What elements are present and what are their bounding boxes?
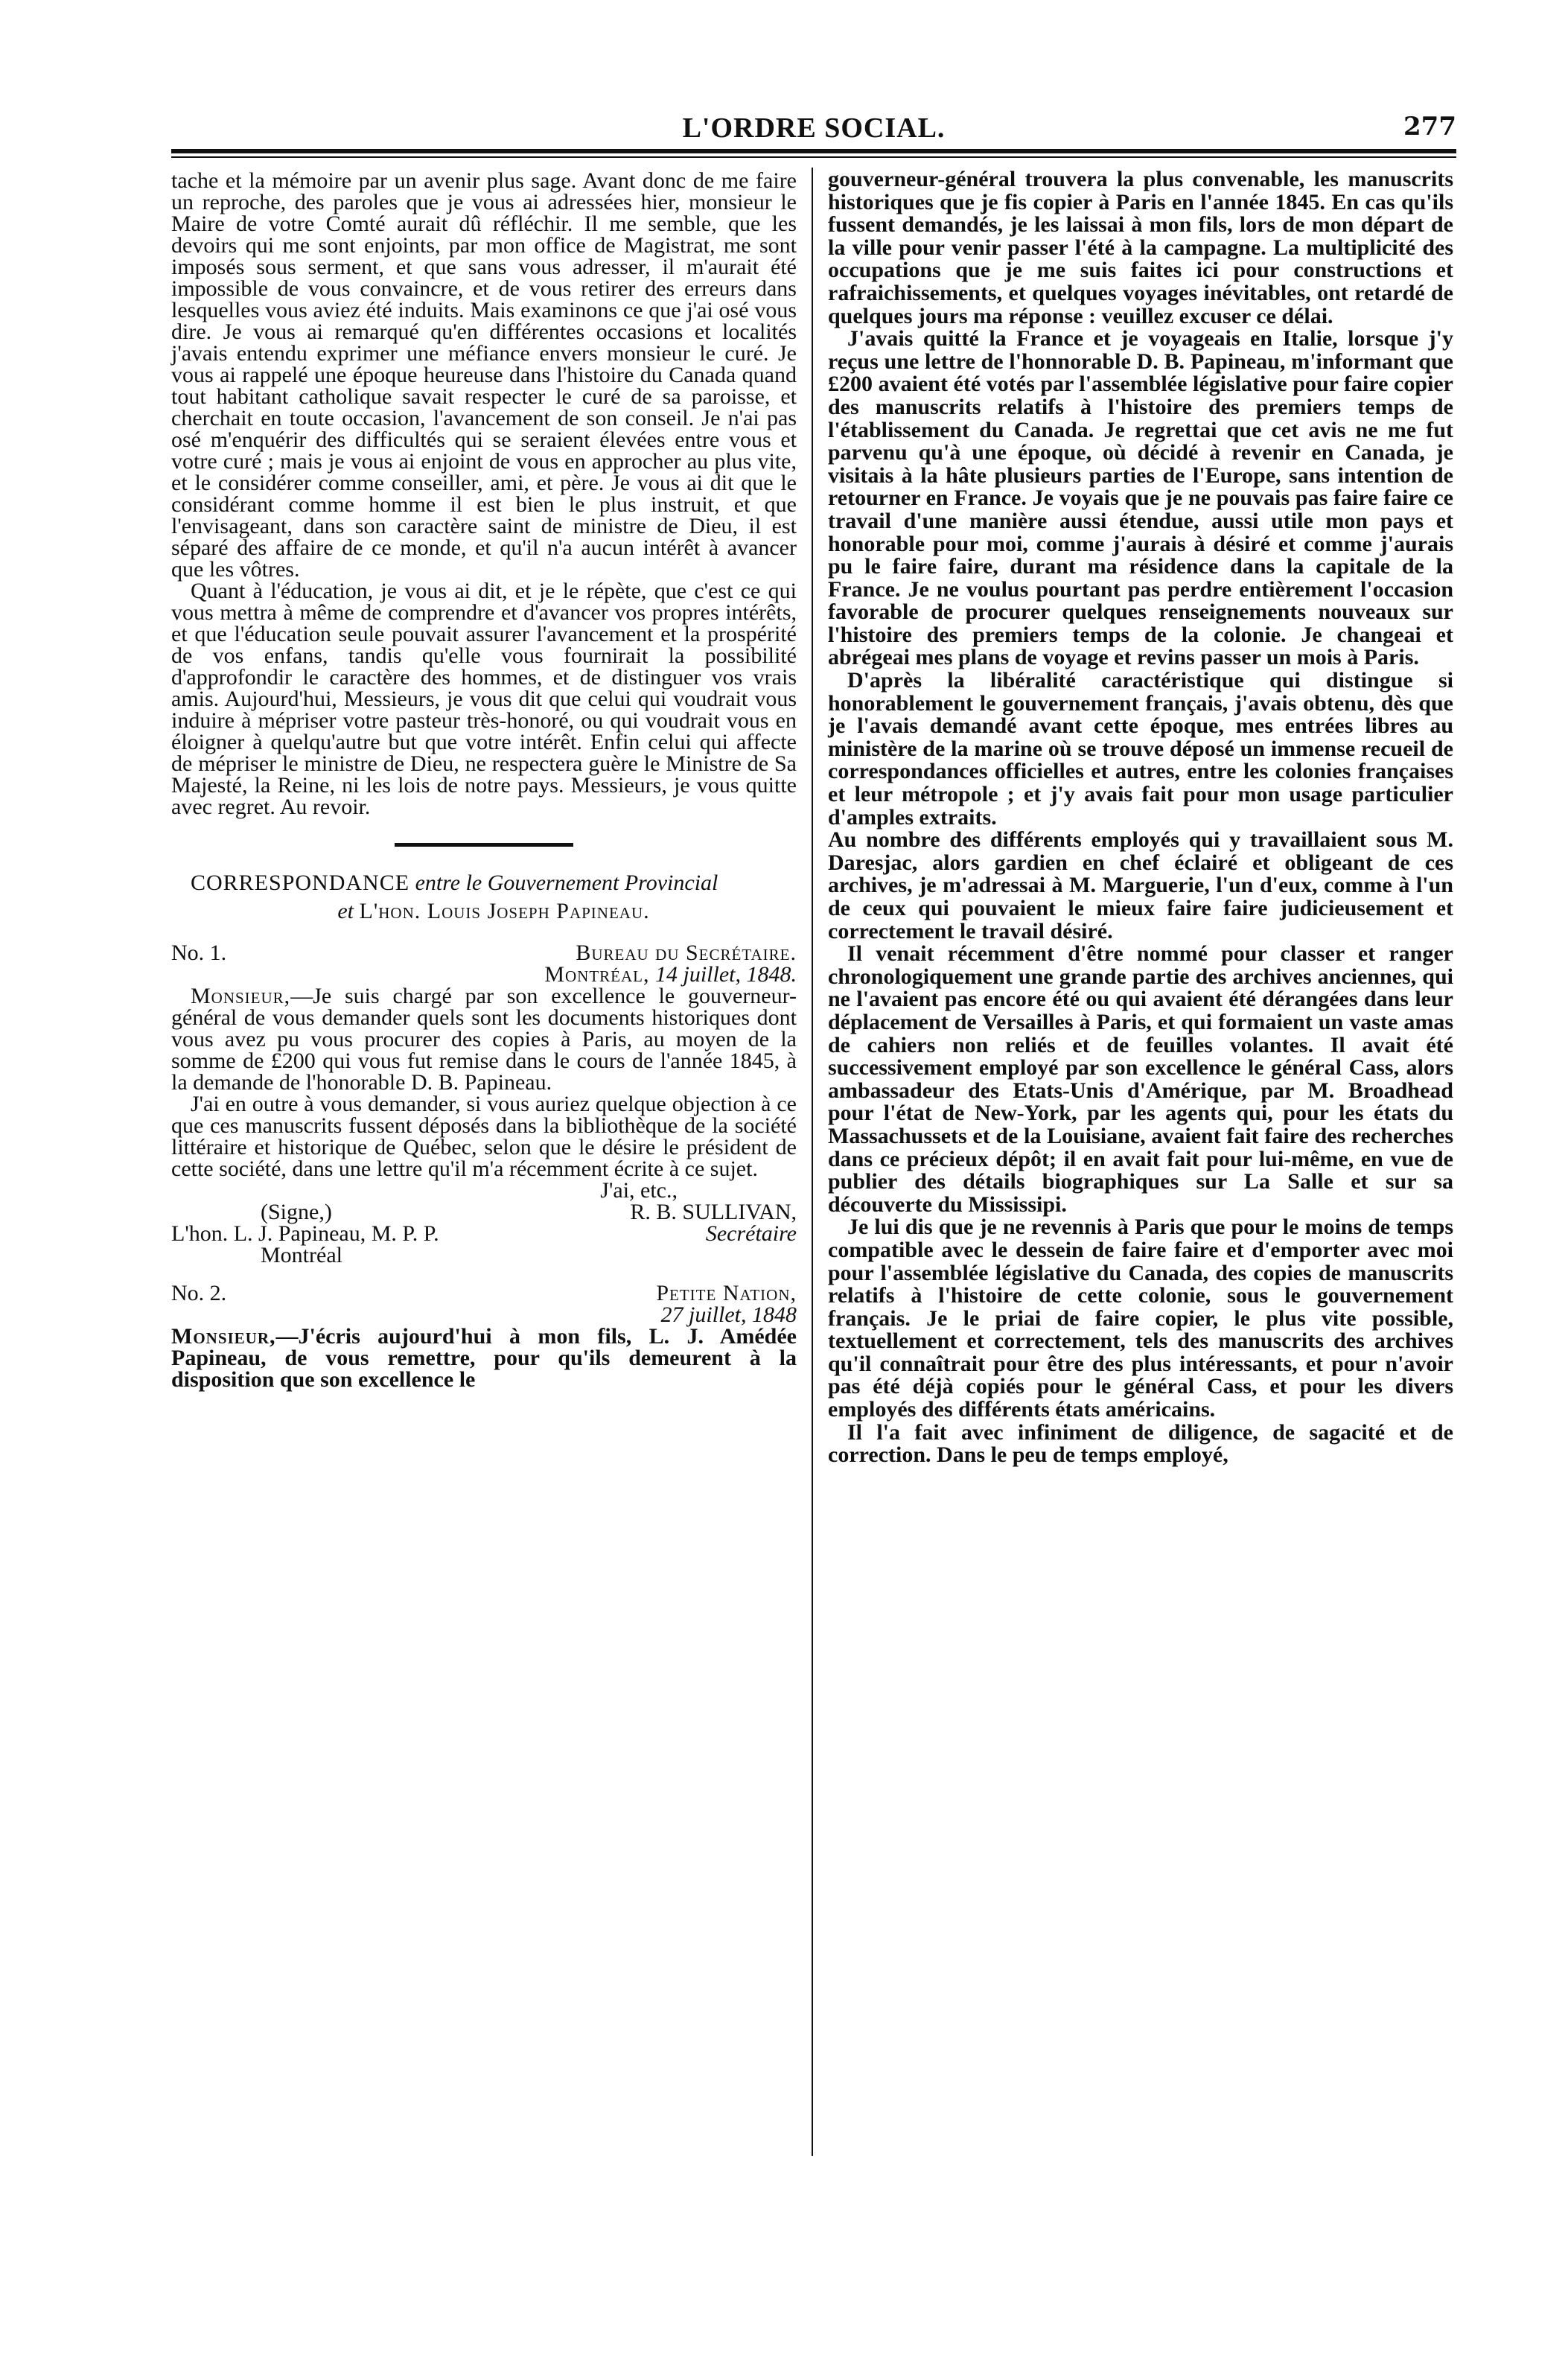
letter-closing: J'ai, etc., <box>600 1178 678 1203</box>
letter1-header <box>171 942 797 964</box>
correspondence-heading <box>171 869 797 897</box>
paragraph: Il venait récemment d'être nommé pour classer et ranger chronologiquement une grande partie des archives anciennes, qui ne l'avaient pas encore été ou qui avaient été dérangées dans leur déplacement de Versailles à Paris, et qui formaient un vaste amas de cahiers non reliés et de feuilles volantes. Il avait été successivement employé par son excellence le général Cass, alors ambassadeur des Etats-Unis d'Amérique, par M. Broadhead pour l'état de New-York, par les agents qui, pour les états du Massachussets et de la Louisiane, avaient fait faire des recherches dans ce précieux dépôt; il en avait fait pour lui-même, en vue de publier des détails biographiques sur La Salle et sur sa découverte du Mississipi. <box>828 941 1453 1217</box>
right-column <box>828 168 1453 1467</box>
correspondence-title: entre le Gouvernement Provincial <box>415 871 718 895</box>
signature-row: (Signe,) R. B. SULLIVAN, <box>261 1200 797 1224</box>
correspondence-label: CORRESPONDANCE <box>191 871 410 895</box>
correspondence-subheading: et L'hon. Louis Joseph Papineau. <box>337 899 650 923</box>
section-separator <box>395 843 573 847</box>
signer: R. B. SULLIVAN, <box>630 1200 797 1224</box>
letter-number: No. 1. <box>171 941 227 965</box>
letter1-body: Monsieur,—Je suis chargé par son excellence le gouverneur-général de vous demander quels sont les documents historiques dont vous avez pu vous procurer des copies à Paris, au moyen de la somme de £200 qui vous fut remise dans le cours de l'année 1845, à la demande de l'honorable D. B. Papineau. <box>171 984 797 1095</box>
letter-number: No. 2. <box>171 1281 227 1305</box>
letter-dateline: Montréal, 14 juillet, 1848. <box>544 962 797 987</box>
paragraph: Quant à l'éducation, je vous ai dit, et je le répète, que c'est ce qui vous mettra à même de comprendre et d'avancer vos propres intérêts, et que l'éducation seule pouvait assurer l'avancement et la prospérité de vos enfans, tandis qu'elle vous fournirait la possibilité d'approfondir le caractère des hommes, et de distinguer vos vrais amis. Aujourd'hui, Messieurs, je vous dit que celui qui voudrait vous induire à mépriser votre pasteur très-honoré, ou qui voudrait vous en éloigner à quelqu'autre but que votre intérêt. Enfin celui qui affecte de mépriser le ministre de Dieu, ne respectera guère le Ministre de Sa Majesté, la Reine, ni les lois de notre pays. Messieurs, je vous quitte avec regret. Au revoir. <box>171 579 797 819</box>
letter1-body-2: J'ai en outre à vous demander, si vous auriez quelque objection à ce que ces manuscrits fussent déposés dans la bibliothèque de la société littéraire et historique de Québec, selon que le désire le président de cette société, dans une lettre qu'il m'a récemment écrite à ce sujet. <box>171 1092 797 1181</box>
letter-bureau: Bureau du Secrétaire. <box>576 941 797 965</box>
paragraph: Je lui dis que je ne revennis à Paris que pour le moins de temps compatible avec le dessein de faire faire et d'emporter avec moi pour l'assemblée législative du Canada, des copies de manuscrits relatifs à l'histoire de cette colonie, sous le gouvernement français. Je le priai de faire copier, le plus vite possible, textuellement et correctement, tels des manuscrits des archives qu'il connaîtrait pour être des plus intéressants, et pour n'avoir pas été déjà copiés pour le général Cass, et pour les divers employés des différents états américains. <box>828 1215 1453 1422</box>
paragraph: Au nombre des différents employés qui y travaillaient sous M. Daresjac, alors gardien en chef éclairé et obligeant de ces archives, je m'adressai à M. Marguerie, l'un d'eux, comme à l'un de ceux qui pouvaient le mieux faire faire judicieusement et correctement le travail désiré. <box>828 827 1453 944</box>
paragraph: J'avais quitté la France et je voyageais en Italie, lorsque j'y reçus une lettre de l'honnorable D. B. Papineau, m'informant que £200 avaient été votés par l'assemblée législative pour faire copier des manuscrits relatifs à l'histoire des premiers temps de l'établissement du Canada. Je regrettai que cet avis ne me fut parvenu qu'à une époque, où décidé à revenir en Canada, je visitais à la hâte plusieurs parties de l'Europe, sans intention de retourner en France. Je voyais que je ne pouvais pas faire faire ce travail d'une manière aussi étendue, aussi utile mon pays et honorable pour moi, comme j'aurais à désiré et comme j'aurais pu le faire faire, durant ma résidence dans la capitale de la France. Je ne voulus pourtant pas perdre entièrement l'occasion favorable de procurer quelques renseignements nouveaux sur l'histoire des premiers temps de la colonie. Je changeai et abrégeai mes plans de voyage et revins passer un mois à Paris. <box>828 326 1453 670</box>
left-column <box>171 170 797 1390</box>
page-number: 277 <box>1403 112 1456 141</box>
addressee: L'hon. L. J. Papineau, M. P. P. <box>171 1221 439 1246</box>
addressee-row <box>171 1223 797 1244</box>
paragraph: D'après la libéralité caractéristique qui distingue si honorablement le gouvernement français, j'avais obtenu, dès que je l'avais demandé avant cette époque, mes entrées libres au ministère de la marine où se trouve déposé un immense recueil de correspondances officielles et autres, entre les colonies françaises et leur métropole ; et j'y avais fait pour mon usage particulier d'amples extraits. <box>828 668 1453 830</box>
column-divider <box>812 168 813 2156</box>
paragraph: Il l'a fait avec infiniment de diligence, de sagacité et de correction. Dans le peu de temps employé, <box>828 1419 1453 1468</box>
running-title: L'ORDRE SOCIAL. <box>682 112 946 144</box>
paragraph: tache et la mémoire par un avenir plus sage. Avant donc de me faire un reproche, des paroles que je vous ai adressées hier, monsieur le Maire de votre Comté aurait dû réfléchir. Il me semble, que les devoirs qui me sont enjoints, par mon office de Magistrat, me sont imposés sous serment, et que sans vous adresser, il m'aurait été impossible de vous convaincre, et de vous retirer des erreurs dans lesquelles vous aviez été induits. Mais examinons ce que j'ai osé vous dire. Je vous ai remarqué qu'en différentes occasions et localités j'avais entendu exprimer une méfiance envers monsieur le curé. Je vous ai rappelé une époque heureuse dans l'histoire du Canada quand tout habitant catholique savait respecter le curé de sa paroisse, et cherchait en toute occasion, l'avancement de son conseil. Je n'ai pas osé m'enquérir des difficultés qui se seraient élevées entre vous et votre curé ; mais je vous ai enjoint de vous en approcher au plus vite, et le considérer comme conseiller, ami, et père. Je vous ai dit que le considérant comme homme il est bien le plus instruit, et que l'envisageant, dans son caractère saint de ministre de Dieu, il est séparé des affaire de ce monde, et qu'il n'a aucun intérêt à avancer que les vôtres. <box>171 168 797 582</box>
letter2-body: Monsieur,—J'écris aujourd'hui à mon fils, L. J. Amédée Papineau, de vous remettre, pour qu'ils demeurent à la disposition que son excellence le <box>171 1324 797 1392</box>
header-rule <box>171 149 1456 153</box>
letter-date: 27 juillet, 1848 <box>660 1302 797 1327</box>
paragraph: gouverneur-général trouvera la plus convenable, les manuscrits historiques que je fis copier à Paris en l'année 1845. En cas qu'ils fussent demandés, je les laissai à mon fils, lors de mon départ de la ville pour venir passer l'été à la campagne. La multiplicité des occupations que je me suis faites ici pour constructions et rafraichissements, et quelques voyages inévitables, ont retardé de quelques jours ma réponse : veuillez excuser ce délai. <box>828 167 1453 328</box>
city: Montréal <box>261 1243 342 1267</box>
letter-place: Petite Nation, <box>656 1281 797 1305</box>
header-rule-thin <box>171 156 1456 158</box>
letter2-header <box>171 1282 797 1304</box>
role: Secrétaire <box>705 1221 797 1246</box>
